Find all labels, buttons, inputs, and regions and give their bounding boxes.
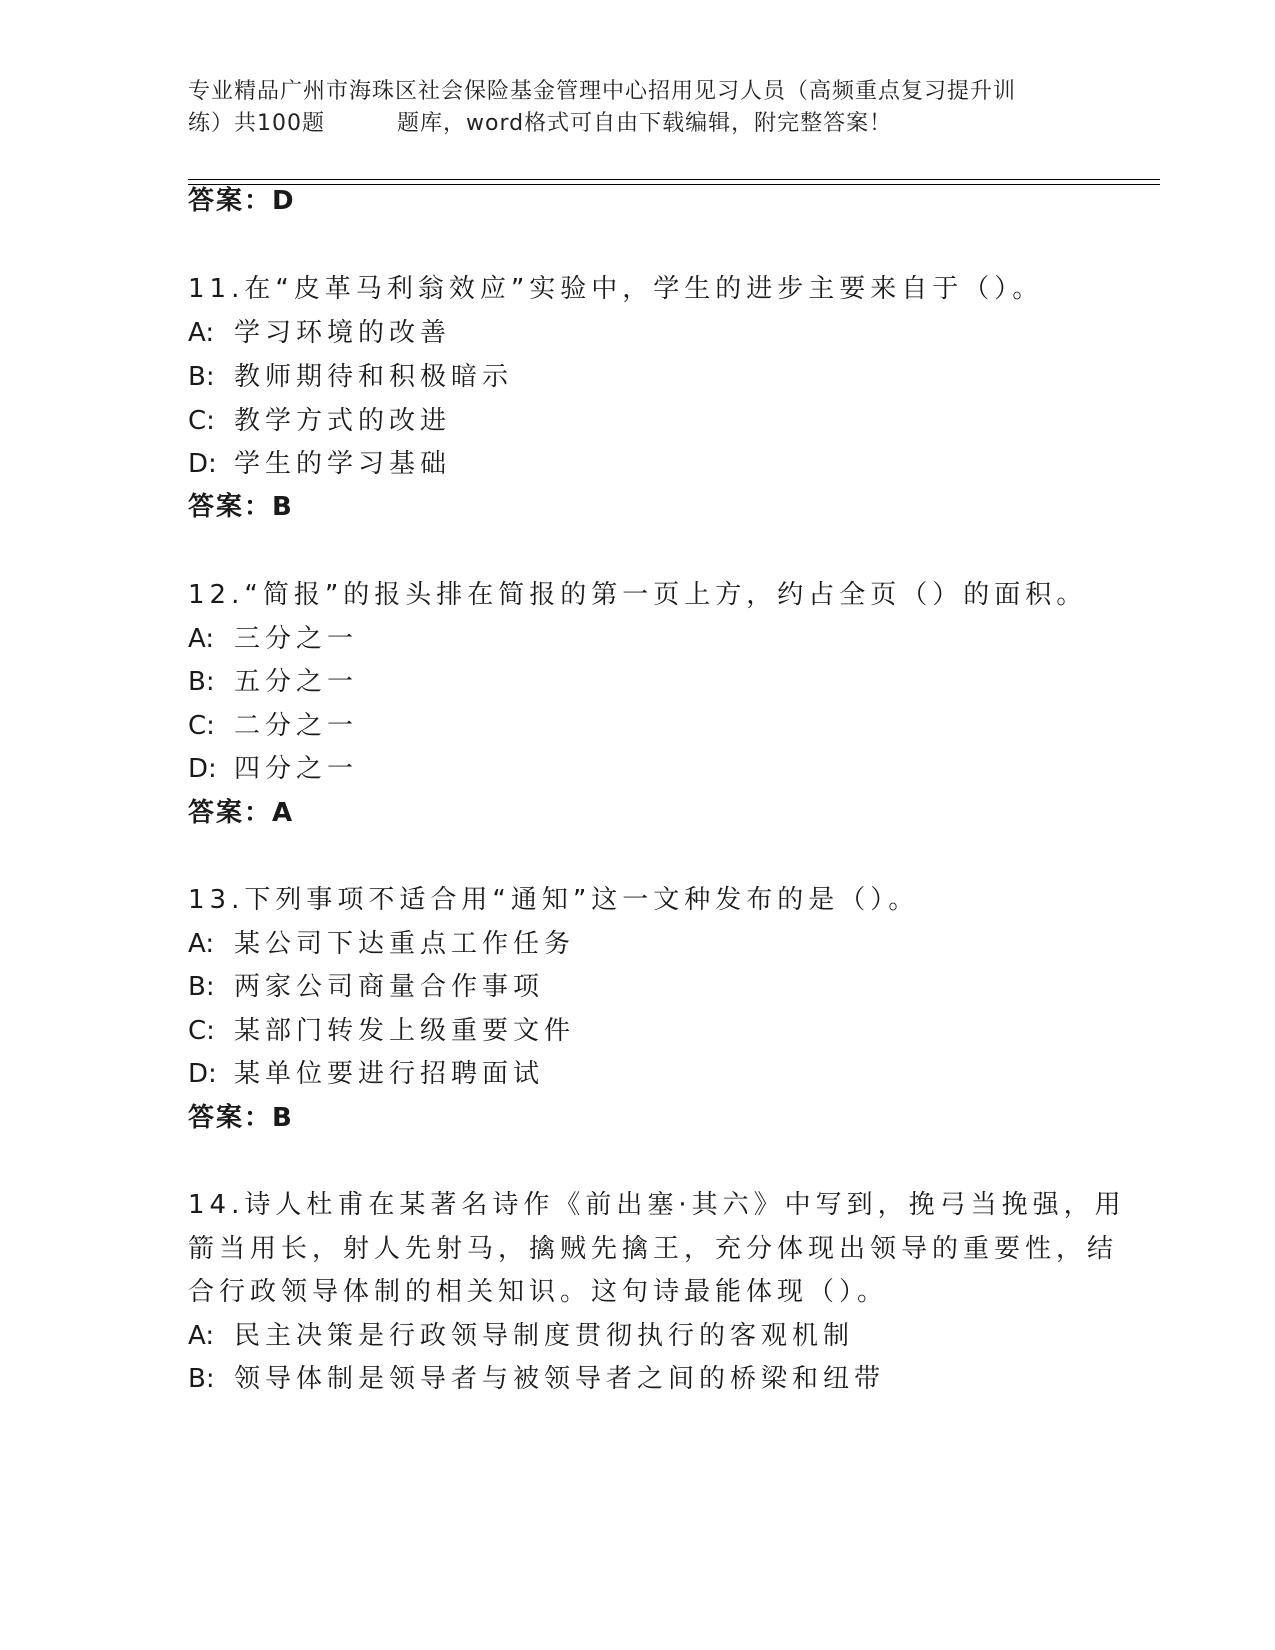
option-text: 三分之一 — [234, 624, 359, 654]
option-text: 某单位要进行招聘面试 — [234, 1059, 545, 1089]
option-key: B: — [188, 1364, 215, 1394]
question-14-stem-line-2: 箭当用长，射人先射马，擒贼先擒王，充分体现出领导的重要性，结 — [188, 1234, 1119, 1264]
option-text: 五分之一 — [234, 667, 359, 697]
question-12-option-a — [188, 622, 358, 656]
question-11-option-c — [188, 404, 451, 438]
header-divider-bottom — [188, 184, 1160, 185]
question-11-option-b — [188, 360, 513, 394]
option-text: 某部门转发上级重要文件 — [234, 1016, 576, 1046]
header-divider-top — [188, 179, 1160, 180]
answer-10: 答案：D — [188, 186, 296, 216]
option-key: A: — [188, 624, 215, 654]
header-line-2-part-b: 题库，word格式可自由下载编辑，附完整答案！ — [397, 111, 893, 136]
option-text: 领导体制是领导者与被领导者之间的桥梁和纽带 — [234, 1364, 886, 1394]
option-key: A: — [188, 929, 215, 959]
question-14-option-a — [188, 1319, 854, 1353]
option-key: B: — [188, 972, 215, 1002]
question-14-stem-line-1: 14.诗人杜甫在某著名诗作《前出塞·其六》中写到，挽弓当挽强，用 — [188, 1190, 1126, 1220]
question-12-option-c — [188, 709, 358, 743]
header-line-2-part-a: 练）共100题 — [188, 111, 325, 136]
option-text: 学习环境的改善 — [234, 318, 452, 348]
option-key: B: — [188, 667, 215, 697]
option-text: 某公司下达重点工作任务 — [234, 929, 576, 959]
question-12-option-d — [188, 752, 358, 786]
question-12-option-b — [188, 665, 358, 699]
page-header — [188, 76, 1088, 140]
option-key: C: — [188, 406, 215, 436]
option-text: 四分之一 — [234, 754, 359, 784]
answer-13: 答案：B — [188, 1103, 294, 1133]
option-text: 教学方式的改进 — [234, 406, 452, 436]
question-13-option-a — [188, 927, 575, 961]
question-12-stem: 12.“简报”的报头排在简报的第一页上方，约占全页（）的面积。 — [188, 580, 1088, 610]
option-text: 两家公司商量合作事项 — [234, 972, 545, 1002]
answer-12: 答案：A — [188, 798, 295, 828]
option-text: 学生的学习基础 — [234, 449, 452, 479]
option-text: 民主决策是行政领导制度贯彻执行的客观机制 — [234, 1321, 855, 1351]
option-key: A: — [188, 318, 215, 348]
option-key: C: — [188, 1016, 215, 1046]
option-key: A: — [188, 1321, 215, 1351]
header-line-1: 专业精品广州市海珠区社会保险基金管理中心招用见习人员（高频重点复习提升训 — [188, 79, 1017, 104]
question-13-option-d — [188, 1057, 544, 1091]
question-13-option-b — [188, 970, 544, 1004]
option-key: D: — [188, 1059, 217, 1089]
question-14-option-b — [188, 1362, 885, 1396]
answer-11: 答案：B — [188, 492, 294, 522]
header-line-2 — [188, 108, 1088, 140]
option-key: D: — [188, 449, 217, 479]
question-13-option-c — [188, 1014, 575, 1048]
question-11-option-d — [188, 447, 451, 481]
option-key: C: — [188, 711, 215, 741]
option-text: 二分之一 — [234, 711, 359, 741]
question-14-stem-line-3: 合行政领导体制的相关知识。这句诗最能体现（）。 — [188, 1277, 889, 1307]
question-11-option-a — [188, 316, 451, 350]
question-11-stem: 11.在“皮革马利翁效应”实验中，学生的进步主要来自于（）。 — [188, 274, 1044, 304]
option-text: 教师期待和积极暗示 — [234, 362, 514, 392]
option-key: B: — [188, 362, 215, 392]
option-key: D: — [188, 754, 217, 784]
question-13-stem: 13.下列事项不适合用“通知”这一文种发布的是（）。 — [188, 885, 920, 915]
